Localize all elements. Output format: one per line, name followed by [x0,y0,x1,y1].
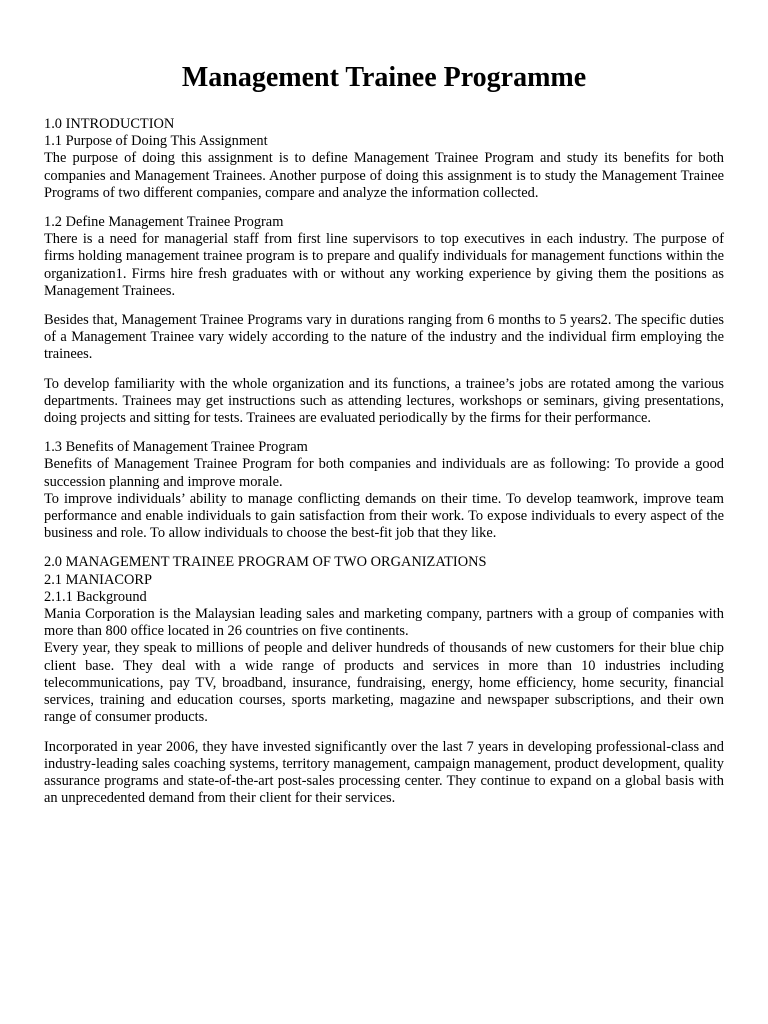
page-title: Management Trainee Programme [181,62,587,93]
section-incorporated [44,739,724,808]
subsection-heading: 1.2 Define Management Trainee Program [44,214,284,231]
section-organizations [44,554,724,726]
paragraph: There is a need for managerial staff from first line supervisors to top executives in each industry. The purpose of firms holding management trainee program is to prepare and qualify individuals for management functions within the organization1. Firms hire fresh graduates with or without any working experience by giving them the positions as Management Trainees. [44,231,724,299]
paragraph: The purpose of doing this assignment is to define Management Trainee Program and study its benefits for both companies and Management Trainees. Another purpose of doing this assignment is to study the Management Trainee Programs of two different companies, compare and analyze the information collected. [44,150,724,201]
subsection-heading: 1.3 Benefits of Management Trainee Program [44,439,308,456]
paragraph: To develop familiarity with the whole organization and its functions, a trainee’s jobs are rotated among the various departments. Trainees may get instructions such as attending lectures, workshops or seminars, giving presentations, doing projects and sitting for tests. Trainees are evaluated periodically by the firms for their performance. [44,375,724,427]
section-introduction [44,116,724,202]
section-benefits [44,439,724,542]
subsection-heading: 2.1 MANIACORP [44,571,152,588]
subsection-heading: 1.1 Purpose of Doing This Assignment [44,133,268,150]
section-heading: 1.0 INTRODUCTION [44,116,175,132]
section-durations [44,312,724,364]
section-familiarity [44,376,724,428]
paragraph: To improve individuals’ ability to manage conflicting demands on their time. To develop teamwork, improve team performance and enable individuals to gain satisfaction from their work. To expose individuals to every aspect of the business and role. To allow individuals to choose the best-fit job that they like. [44,490,724,542]
paragraph: Benefits of Management Trainee Program for both companies and individuals are as following: To provide a good succession planning and improve morale. [44,456,724,490]
subsection-heading: 2.1.1 Background [44,588,147,605]
paragraph: Mania Corporation is the Malaysian leading sales and marketing company, partners with a group of companies with more than 800 office located in 26 countries on five continents. [44,606,724,640]
section-define [44,214,724,300]
section-heading: 2.0 MANAGEMENT TRAINEE PROGRAM OF TWO ORGANIZATIONS [44,554,487,571]
paragraph: Besides that, Management Trainee Programs vary in durations ranging from 6 months to 5 years2. The specific duties of a Management Trainee vary widely according to the nature of the industry and the individual firm employing the trainees. [44,312,724,363]
document-page [44,58,724,807]
paragraph: Every year, they speak to millions of people and deliver hundreds of thousands of new customers for their blue chip client base. They deal with a wide range of products and services in more than 10 industries including telecommunications, pay TV, broadband, insurance, fundraising, energy, home efficiency, home security, financial services, training and education courses, sports marketing, magazine and newspaper subscriptions, and their own range of consumer products. [44,640,724,726]
paragraph: Incorporated in year 2006, they have invested significantly over the last 7 years in developing professional-class and industry-leading sales coaching systems, territory management, campaign management, product development, quality assurance programs and state-of-the-art post-sales processing center. They continue to expand on a global basis with an unprecedented demand from their client for their services. [44,738,724,807]
